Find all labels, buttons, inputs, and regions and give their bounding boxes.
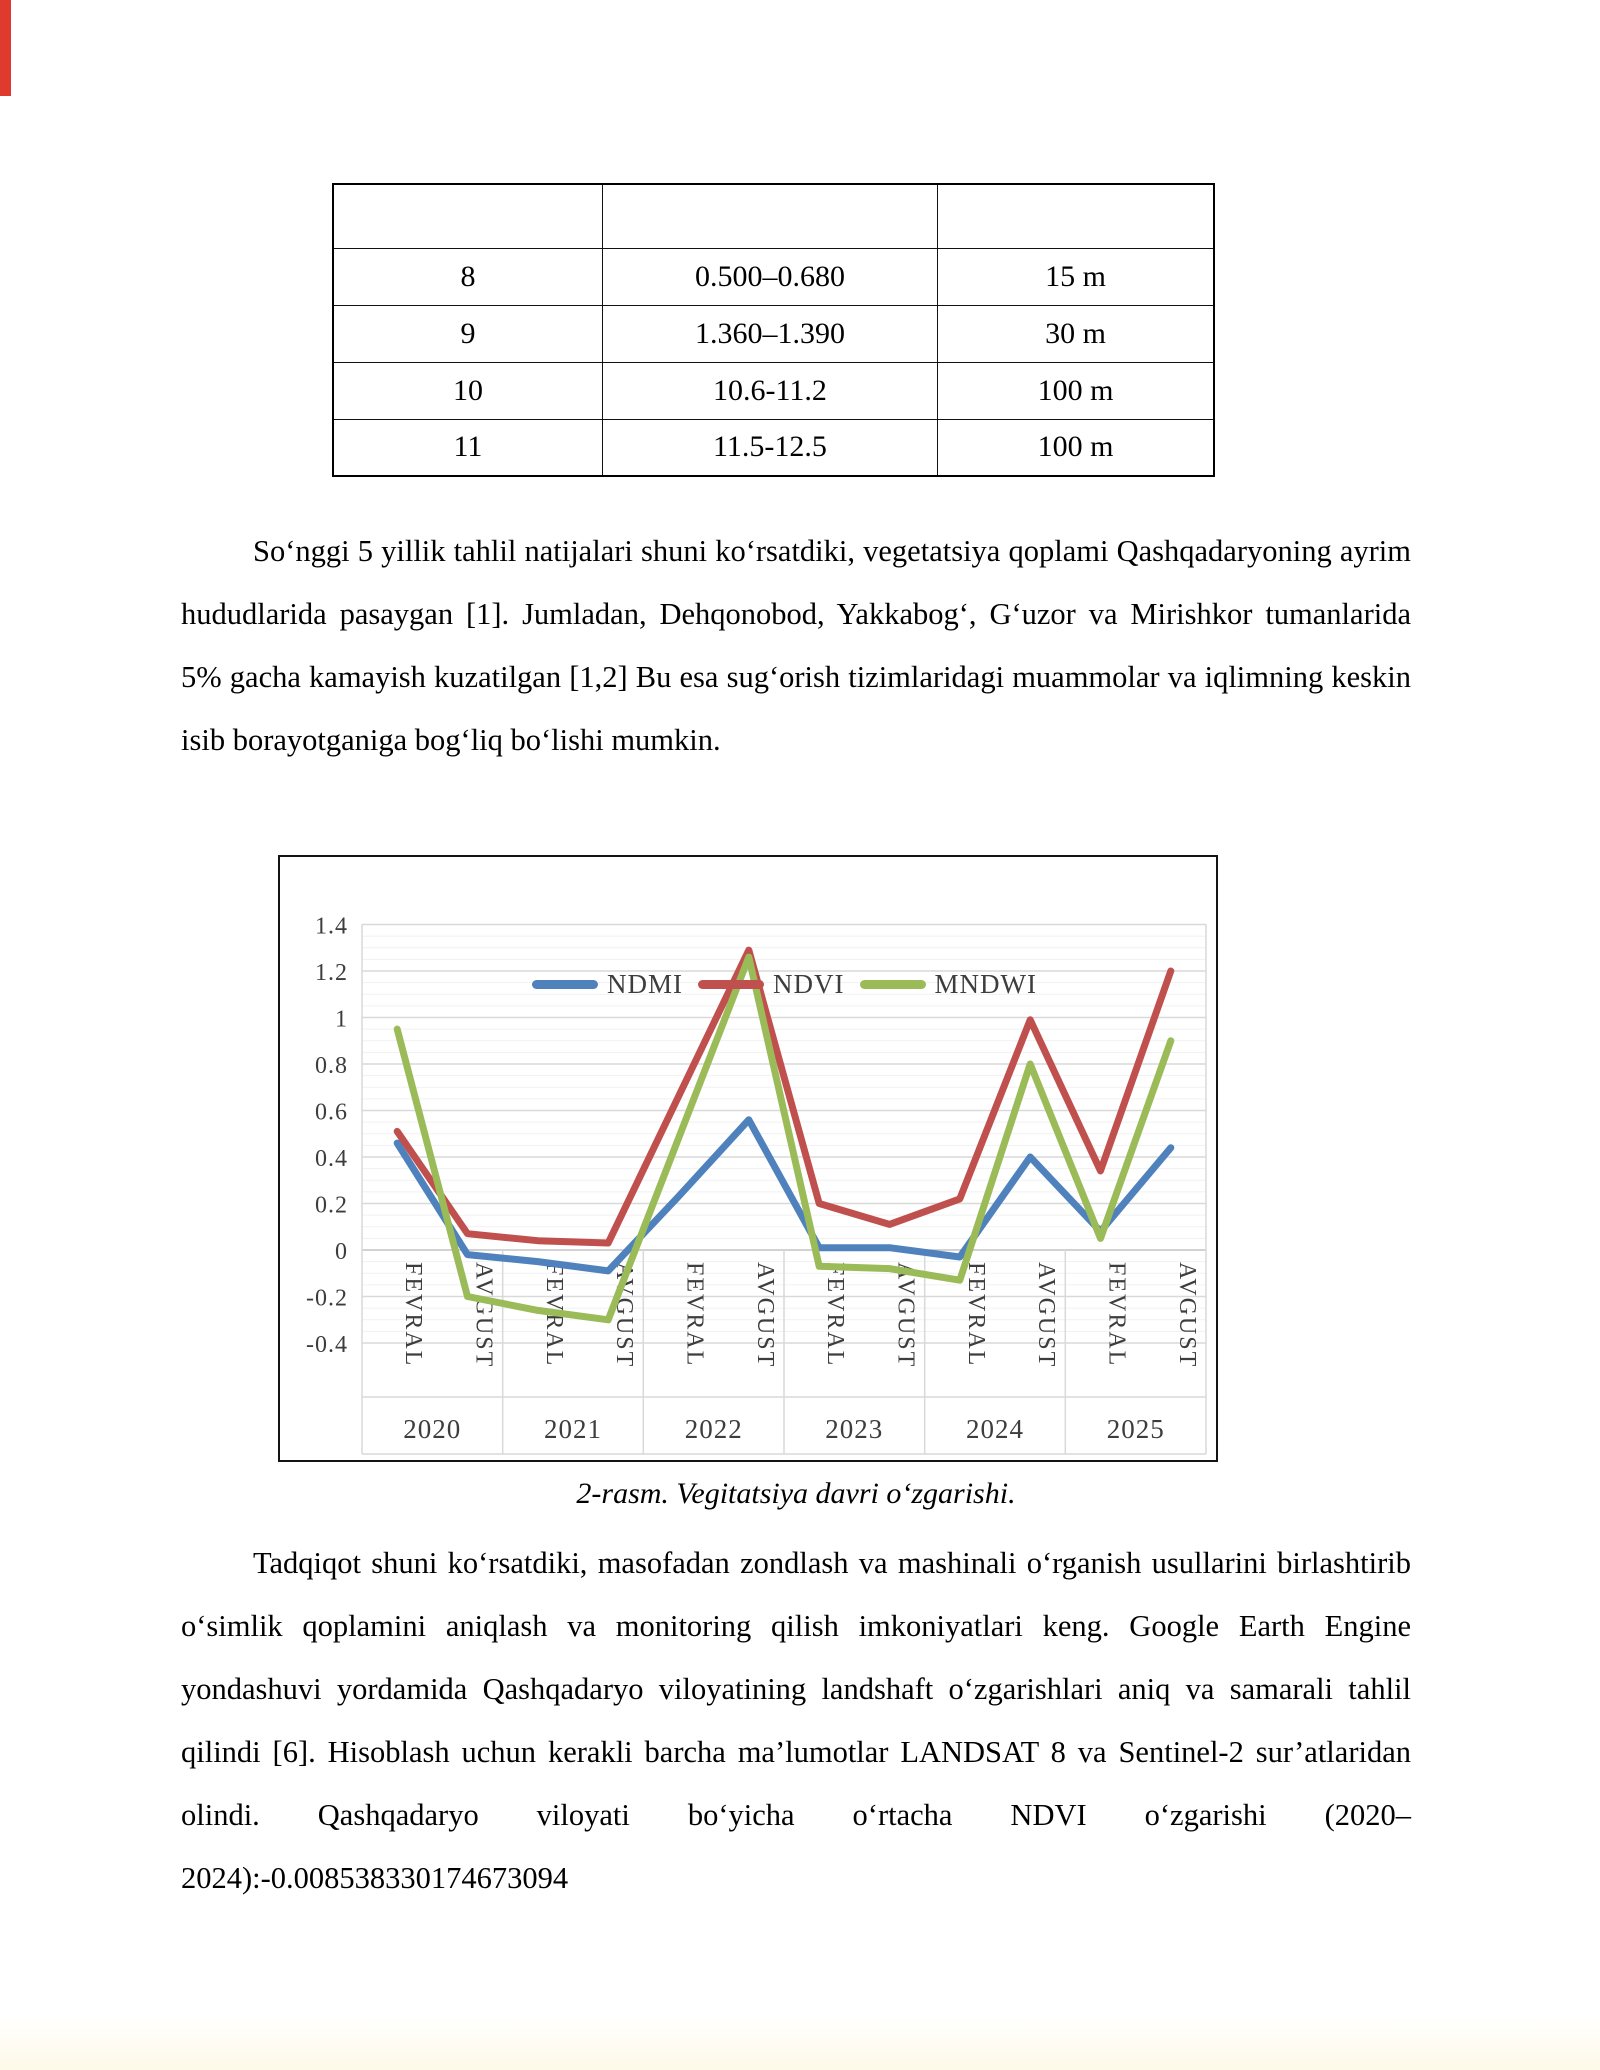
table-header-cell <box>938 184 1215 248</box>
table-row <box>333 419 1214 476</box>
y-tick-label: 1 <box>335 1006 348 1033</box>
x-tick-label: FEVRAL <box>962 1262 989 1368</box>
legend-item-mndwi <box>860 969 1037 1000</box>
x-tick-label: FEVRAL <box>1103 1262 1130 1368</box>
year-label: 2025 <box>1106 1414 1165 1444</box>
y-tick-label: 1.2 <box>315 960 348 986</box>
x-tick-label: AVGUST <box>611 1262 638 1369</box>
table-header-cell <box>333 184 603 248</box>
resolution-cell: 100 m <box>938 362 1215 419</box>
table-row <box>333 305 1214 362</box>
page-edge-red-artifact <box>0 0 11 96</box>
y-tick-label: 0 <box>335 1239 348 1265</box>
x-tick-label: FEVRAL <box>681 1262 708 1368</box>
resolution-cell: 30 m <box>938 305 1215 362</box>
paragraph-vegetation-analysis: So‘nggi 5 yillik tahlil natijalari shuni ko‘rsatdiki, vegetatsiya qoplami Qashqadaryoning ayrim hududlarida pasaygan [1]. Jumladan, Dehqonobod, Yakkabog‘, G‘uzor va Mirishkor tumanlarida 5% gacha kamayish kuzatilgan [1,2] Bu esa sug‘orish tizimlaridagi muammolar va iqlimning keskin isib borayotganiga bog‘liq bo‘lishi mumkin. <box>181 534 1411 757</box>
band-number-cell: 10 <box>333 362 603 419</box>
wavelength-cell: 10.6-11.2 <box>603 362 938 419</box>
x-tick-label: FEVRAL <box>540 1262 567 1368</box>
legend-swatch-mndwi <box>860 980 926 989</box>
year-label: 2021 <box>544 1414 602 1444</box>
figure-line-chart <box>278 855 1218 1462</box>
legend-label: NDVI <box>773 969 845 999</box>
band-number-cell: 8 <box>333 248 603 305</box>
y-tick-label: 0.4 <box>315 1146 348 1172</box>
legend-swatch-ndvi <box>698 980 764 989</box>
legend-item-ndmi <box>532 969 683 1000</box>
table-header-cell <box>603 184 938 248</box>
legend-item-ndvi <box>698 969 845 1000</box>
resolution-cell: 15 m <box>938 248 1215 305</box>
x-tick-label: AVGUST <box>1173 1262 1200 1369</box>
table-header-row <box>333 184 1214 248</box>
legend-label: NDMI <box>607 969 683 999</box>
y-tick-label: -0.4 <box>306 1332 348 1358</box>
figure-caption: 2-rasm. Vegitatsiya davri o‘zgarishi. <box>576 1477 1016 1510</box>
legend-swatch-ndmi <box>532 980 598 989</box>
year-label: 2020 <box>403 1414 462 1444</box>
bands-table <box>332 183 1215 477</box>
x-tick-label: FEVRAL <box>400 1262 427 1368</box>
series-line-ndmi <box>397 1120 1171 1271</box>
y-tick-label: 0.2 <box>315 1192 348 1219</box>
x-tick-label: AVGUST <box>470 1262 497 1369</box>
wavelength-cell: 11.5-12.5 <box>603 419 938 476</box>
wavelength-cell: 0.500–0.680 <box>603 248 938 305</box>
resolution-cell: 100 m <box>938 419 1215 476</box>
table-row <box>333 362 1214 419</box>
year-label: 2022 <box>684 1414 743 1444</box>
chart-plot <box>280 857 1216 1460</box>
wavelength-cell: 1.360–1.390 <box>603 305 938 362</box>
chart-legend <box>532 969 1037 1000</box>
year-label: 2023 <box>825 1414 884 1444</box>
year-label: 2024 <box>966 1414 1024 1444</box>
band-number-cell: 9 <box>333 305 603 362</box>
table-row <box>333 248 1214 305</box>
x-tick-label: AVGUST <box>892 1262 919 1369</box>
paragraph-research-results: Tadqiqot shuni ko‘rsatdiki, masofadan zondlash va mashinali o‘rganish usullarini birlashtirib o‘simlik qoplamini aniqlash va monitoring qilish imkoniyatlari keng. Google Earth Engine yondashuvi yordamida Qashqadaryo viloyatining landshaft o‘zgarishlari aniq va samarali tahlil qilindi [6]. Hisoblash uchun kerakli barcha ma’lumotlar LANDSAT 8 va Sentinel-2 sur’atlaridan olindi. Qashqadaryo viloyati bo‘yicha o‘rtacha NDVI o‘zgarishi (2020–2024):-0.008538330174673094 <box>181 1546 1411 1895</box>
x-tick-label: AVGUST <box>751 1262 778 1369</box>
x-tick-label: AVGUST <box>1033 1262 1060 1369</box>
y-tick-label: -0.2 <box>306 1285 348 1312</box>
x-tick-label: FEVRAL <box>822 1262 849 1368</box>
band-number-cell: 11 <box>333 419 603 476</box>
y-tick-label: 0.6 <box>315 1099 348 1126</box>
y-tick-label: 0.8 <box>315 1053 348 1079</box>
y-tick-label: 1.4 <box>315 913 348 940</box>
legend-label: MNDWI <box>934 969 1037 999</box>
